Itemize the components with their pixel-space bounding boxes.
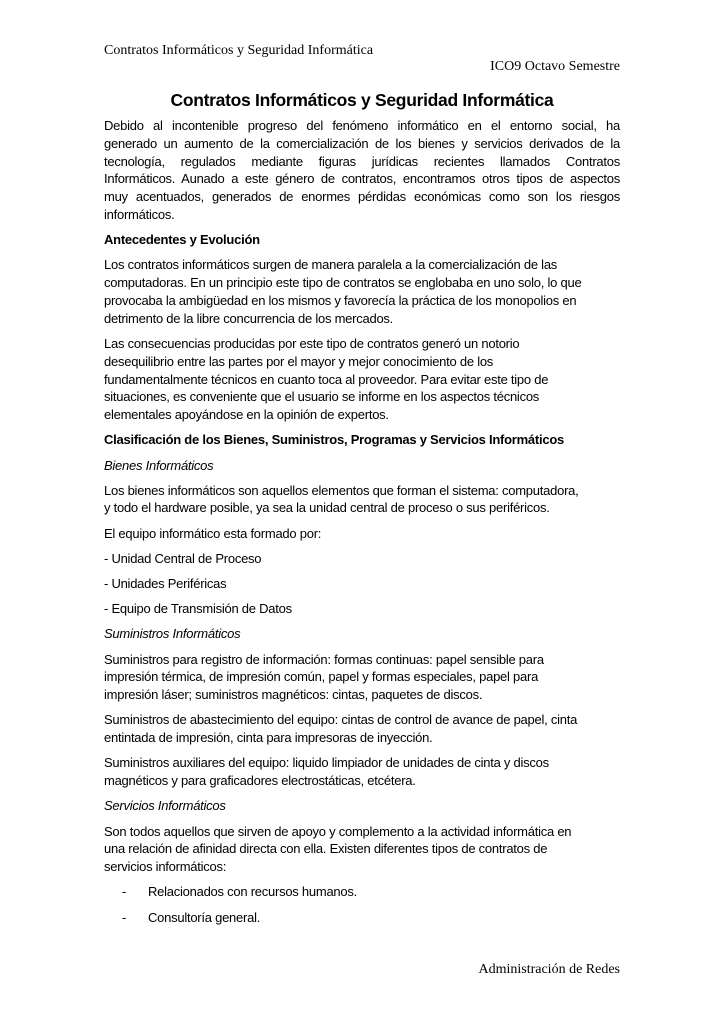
text-line: situaciones, es conveniente que el usuario se informe en los aspectos técnicos: [104, 389, 540, 405]
text-line: entintada de impresión, cinta para impresoras de inyección.: [104, 730, 433, 746]
text-line: Los bienes informáticos son aquellos elementos que forman el sistema: computadora,: [104, 482, 579, 498]
subsection-heading: [104, 797, 620, 815]
text-line: Suministros auxiliares del equipo: liquido limpiador de unidades de cinta y discos: [104, 755, 549, 771]
section-heading: [104, 231, 620, 249]
text-line: Las consecuencias producidas por este tipo de contratos generó un notorio: [104, 335, 520, 351]
page-footer: Administración de Redes: [478, 962, 620, 977]
text-line: fundamentalmente técnicos en cuanto toca al proveedor. Para evitar este tipo de: [104, 371, 549, 387]
paragraph: [104, 711, 620, 747]
paragraph: [104, 575, 620, 593]
page-header-right: ICO9 Octavo Semestre: [490, 59, 620, 74]
bullet-marker: -: [122, 884, 127, 900]
text-line: Relacionados con recursos humanos.: [148, 884, 358, 900]
text-line: impresión térmica, de impresión común, papel y formas especiales, papel para: [104, 669, 539, 685]
page-header-left: Contratos Informáticos y Seguridad Informática: [104, 43, 374, 58]
bullet-item: [104, 883, 620, 901]
paragraph: [104, 525, 620, 543]
text-line: Suministros Informáticos: [104, 626, 241, 642]
text-line: - Unidades Periféricas: [104, 576, 227, 592]
paragraph: [104, 600, 620, 618]
text-line: muy acentuados, generados de enormes pérdidas económicas como son los riesgos: [104, 189, 620, 205]
text-line: Son todos aquellos que sirven de apoyo y complemento a la actividad informática en: [104, 823, 572, 839]
paragraph: [104, 335, 620, 424]
text-line: - Unidad Central de Proceso: [104, 550, 262, 566]
text-line: El equipo informático esta formado por:: [104, 525, 322, 541]
text-line: servicios informáticos:: [104, 859, 227, 875]
text-line: y todo el hardware posible, ya sea la unidad central de proceso o sus periféricos.: [104, 500, 550, 516]
paragraph: [104, 117, 620, 224]
text-line: Clasificación de los Bienes, Suministros, Programas y Servicios Informáticos: [104, 432, 565, 448]
text-line: Suministros de abastecimiento del equipo: cintas de control de avance de papel, cinta: [104, 712, 578, 728]
document-blocks: [104, 117, 620, 926]
bullet-item: [104, 909, 620, 927]
text-line: Debido al incontenible progreso del fenómeno informático en el entorno social, ha: [104, 118, 620, 133]
text-line: Bienes Informáticos: [104, 457, 214, 473]
text-line: computadoras. En un principio este tipo de contratos se englobaba en uno solo, lo que: [104, 275, 582, 291]
text-line: Suministros para registro de información: formas continuas: papel sensible para: [104, 651, 544, 667]
text-line: tecnología, regulados mediante figuras jurídicas recientes llamados Contratos: [104, 153, 620, 169]
text-line: provocaba la ambigüedad en los mismos y favorecía la práctica de los monopolios en: [104, 292, 577, 308]
text-line: elementales apoyándose en la opinión de expertos.: [104, 407, 389, 423]
text-line: Los contratos informáticos surgen de manera paralela a la comercialización de las: [104, 257, 558, 273]
text-line: desequilibrio entre las partes por el mayor y mejor conocimiento de los: [104, 353, 494, 369]
text-line: Consultoría general.: [148, 909, 261, 925]
text-line: Informáticos. Aunado a este género de contratos, encontramos otros tipos de aspectos: [104, 171, 620, 187]
text-line: Antecedentes y Evolución: [104, 232, 260, 248]
bullet-text: [148, 883, 357, 901]
section-heading: [104, 431, 620, 449]
subsection-heading: [104, 457, 620, 475]
paragraph: [104, 823, 620, 876]
document-title: Contratos Informáticos y Seguridad Informática: [170, 90, 554, 110]
paragraph: [104, 754, 620, 790]
subsection-heading: [104, 625, 620, 643]
text-line: detrimento de la libre concurrencia de los mercados.: [104, 310, 394, 326]
paragraph: [104, 482, 620, 518]
text-line: Servicios Informáticos: [104, 798, 226, 814]
text-line: informáticos.: [104, 206, 175, 222]
text-line: impresión láser; suministros magnéticos: cintas, paquetes de discos.: [104, 687, 483, 703]
text-line: magnéticos y para graficadores electrostáticas, etcétera.: [104, 773, 416, 789]
paragraph: [104, 256, 620, 327]
text-line: una relación de afinidad directa con ella. Existen diferentes tipos de contratos de: [104, 841, 548, 857]
text-line: - Equipo de Transmisión de Datos: [104, 601, 292, 617]
document-body: [104, 88, 620, 934]
paragraph: [104, 550, 620, 568]
paragraph: [104, 651, 620, 704]
bullet-marker: -: [122, 909, 127, 925]
text-line: generado un aumento de la comercialización de los bienes y servicios derivados de la: [104, 135, 620, 151]
bullet-text: [148, 909, 260, 927]
